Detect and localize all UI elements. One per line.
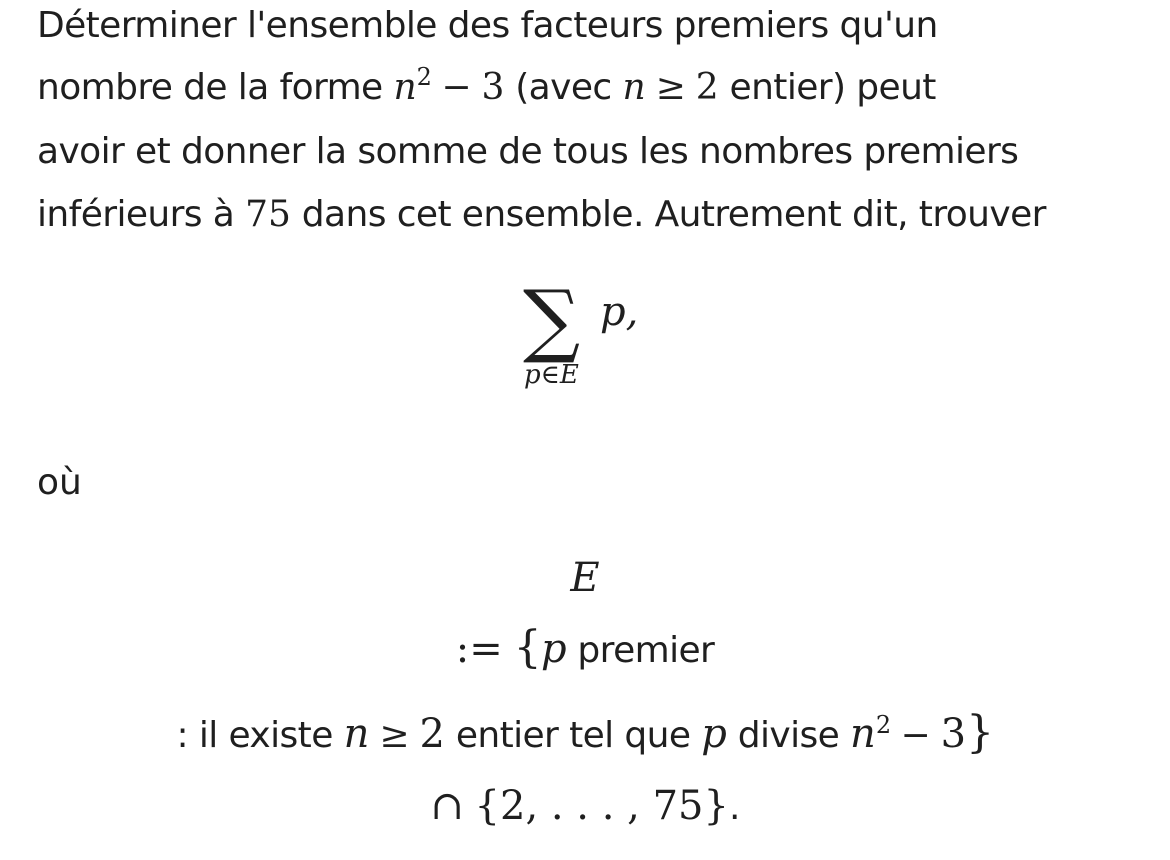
close-brace: } (966, 707, 994, 758)
problem-line-3 (37, 120, 1147, 183)
final-period: . (728, 787, 740, 828)
line4-text-b: dans cet ensemble. Autrement dit, trouver (301, 194, 1046, 235)
line1-text: Déterminer l'ensemble des facteurs premiers qu'un (37, 5, 938, 46)
text-divise: divise (737, 715, 840, 756)
exponent-two: 2 (875, 711, 891, 739)
minus-symbol: − (900, 715, 931, 756)
sum-formula (520, 273, 660, 400)
math-exponent: 2 (416, 63, 432, 91)
text-il-existe: il existe (198, 715, 333, 756)
set-def-line-3 (0, 776, 1170, 838)
line2-text-b: (avec (515, 67, 612, 108)
word-premier: premier (577, 630, 715, 671)
line2-text-c: entier) peut (729, 67, 936, 108)
math-minus: − (441, 67, 472, 108)
num-two: 2 (419, 711, 445, 757)
connector-word: où (37, 462, 82, 503)
text-entier-tel-que: entier tel que (455, 715, 691, 756)
var-p: p (540, 626, 567, 672)
math-n-squared-base: n (393, 67, 417, 108)
assign-symbol: := (455, 626, 503, 672)
line2-text-a: nombre de la forme (37, 67, 383, 108)
set-def-line-2 (0, 703, 1170, 766)
problem-line-1 (37, 0, 1147, 57)
set-lhs (0, 548, 1170, 610)
math-n: n (622, 67, 646, 108)
sum-subscript: p∈E (524, 360, 579, 390)
var-n-base: n (850, 711, 876, 757)
set-def-line-1 (0, 618, 1170, 681)
var-n: n (343, 711, 370, 757)
line4-text-a: inférieurs à (37, 194, 235, 235)
num-three: 3 (940, 711, 967, 757)
line3-text: avoir et donner la somme de tous les nombres premiers (37, 131, 1019, 172)
math-two: 2 (695, 67, 719, 108)
set-name-E: E (570, 555, 600, 601)
range-set: {2, . . . , 75} (474, 783, 729, 829)
var-p-2: p (701, 711, 727, 757)
sum-summand: p, (600, 289, 639, 335)
problem-line-2 (37, 56, 1147, 119)
open-brace: { (513, 622, 541, 673)
cap-symbol: ∩ (430, 783, 464, 829)
problem-line-4 (37, 183, 1147, 246)
math-geq: ≥ (655, 67, 686, 108)
colon: : (176, 715, 189, 756)
math-three: 3 (481, 67, 505, 108)
sigma-symbol: ∑ (523, 273, 581, 366)
math-seventy-five: 75 (245, 194, 291, 235)
geq-symbol: ≥ (379, 715, 410, 756)
